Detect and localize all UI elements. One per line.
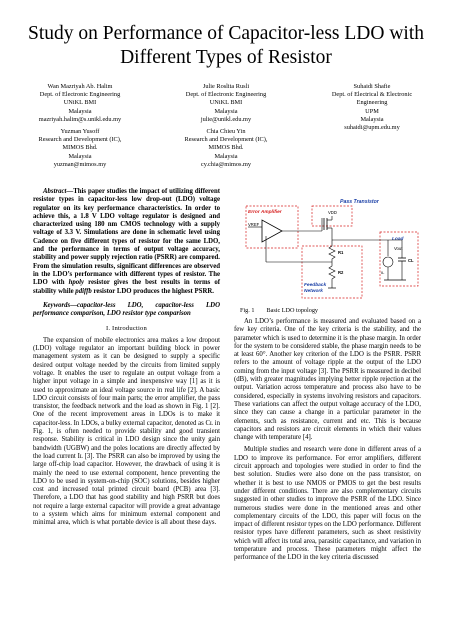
- author-institution: UNiKL BMI: [63, 99, 97, 107]
- author-institution: UNiKL BMI: [209, 99, 243, 107]
- keywords-label: Keywords—: [43, 301, 77, 309]
- label-load: Load: [392, 237, 404, 242]
- figure-caption-number: Fig. 1: [240, 307, 255, 314]
- author-email: suhaidi@upm.edu.my: [344, 124, 400, 132]
- author-email: julie@unikl.edu.my: [200, 115, 252, 123]
- right-paragraph-2: Multiple studies and research were done in different areas of a LDO to improve its performance. For error amplifiers, different circuit approach and topologies were studied in order to find the best solution. Studies were also done on the pass transistor, on whether it is best to use NMOS or PMOS to get the best results under different conditions. There are also complementary circuits suggested in other studies to improve the PSRR of the LDO. Since numerous studies were done in the mentioned areas and other complementary circuits of the LDO, this paper will focus on the impact of different resistor types on the LDO performance. Different resistor types have different parameters, such as sheet resistivity which will affect its total area, parasitic capacitance, and variation in temperature and process. These parameters might affect the performance of the LDO in the key criteria discussed: [234, 446, 421, 562]
- abstract-text-3: resistor LDO produces the highest PSRR.: [91, 287, 214, 295]
- label-il: IL: [381, 270, 385, 275]
- author-name: Wan Mazriyah Ab. Halim: [47, 83, 113, 90]
- abstract: [33, 188, 220, 296]
- author-name: Suhaidi Shafie: [353, 83, 391, 90]
- author-country: Malaysia: [68, 107, 92, 115]
- author-name: Yuzman Yusoff: [60, 128, 100, 135]
- abstract-text-2: resistor gives the best results in terms of stability while: [33, 279, 220, 295]
- resistor-r1: [329, 240, 335, 262]
- label-feedback-line-1: Feedback: [304, 283, 327, 288]
- author-institution: UPM: [365, 107, 379, 115]
- author-block-1: [20, 83, 140, 124]
- paper-title: [24, 22, 428, 70]
- label-r1: R1: [338, 250, 344, 255]
- author-country: Malaysia: [68, 152, 92, 160]
- author-country: Malaysia: [214, 152, 238, 160]
- abstract-italic-hpoly: hpoly: [68, 279, 85, 287]
- label-vref: VREF: [248, 222, 260, 227]
- label-pass-transistor: Pass Transistor: [340, 199, 379, 205]
- author-email: cy.chia@mimos.my: [200, 160, 252, 168]
- author-name: Julie Roslita Rusli: [202, 83, 250, 90]
- abstract-italic-pdiffb: pdiffb: [75, 287, 92, 295]
- author-block-5: [166, 128, 286, 169]
- keywords: [33, 302, 220, 319]
- author-email: mazriyah.halim@s.unikl.edu.my: [38, 115, 122, 123]
- label-vout: Vout: [394, 246, 403, 251]
- right-paragraph-1: An LDO’s performance is measured and evaluated based on a few key criteria. One of the key criteria is the stability, and the parameter which is used to determine it is the phase margin. In order for the system to be considered stable, the phase margin needs to be at least 60°. Another key criterion of the LDO is the PSRR. PSRR refers to the amount of voltage ripple at the output of the LDO coming from the input voltage [3]. The PSRR is measured in decibel (dB), with greater magnitudes implying better ripple rejection at the output. Variation across temperature and process also have to be considered, especially in systems involving resistors and capacitors. These variations can affect the output voltage accuracy of the LDO, since they can cause a change in a particular parameter in the elements, such as resistance, current and etc. This is because capacitors and resistors are circuit elements in which their values change with temperature [4].: [234, 318, 421, 442]
- opamp-symbol: [262, 220, 282, 242]
- label-error-amplifier: Error Amplifier: [248, 210, 282, 215]
- author-block-3: [312, 83, 432, 132]
- keywords-text: capacitor-less LDO, capacitor-less LDO performance comparison, LDO resistor type comparison: [33, 301, 220, 318]
- label-vdd: VDD: [328, 210, 337, 215]
- label-r2: R2: [338, 270, 344, 275]
- author-institution: MIMOS Bhd.: [62, 144, 98, 152]
- author-affiliation: Dept. of Electronic Engineering: [185, 91, 267, 99]
- resistor-r2: [329, 262, 335, 284]
- left-column: [33, 188, 220, 528]
- figure-caption: [240, 307, 318, 314]
- author-institution: MIMOS Bhd.: [208, 144, 244, 152]
- author-affiliation: Research and Development (IC),: [38, 136, 122, 144]
- label-cl: CL: [408, 258, 414, 263]
- author-email: yuzman@mimos.my: [53, 160, 107, 168]
- author-affiliation: Dept. of Electronic Engineering: [39, 91, 121, 99]
- author-affiliation-2: Engineering: [356, 99, 388, 107]
- figure-caption-text: Basic LDO topology: [266, 307, 319, 314]
- intro-paragraph-1: The expansion of mobile electronics area makes a low dropout (LDO) voltage regulator an important building block in power management system as it can be designed to supply a specific desired output voltage needed by the circuits from limited supply voltage. It enables the user to regulate an output voltage from a higher input voltage in a simple and inexpensive way [1] as it is used to approximate an ideal voltage source in real life [2]. A basic LDO circuit consists of four main parts; the error amplifier, the pass transistor, the feedback network and the load as shown in Fig. 1 [2]. One of the recent improvement areas in LDOs is to make it capacitor-less. In LDOs, a bulky external capacitor, denoted as Cʟ in Fig. 1, is often needed to provide stability and good transient response. Stability is critical in LDO design since the unity gain bandwidth (UGBW) and the poles locations are directly affected by the load current Iʟ [3]. The PSRR can also be improved by using the large off-chip load capacitor. However, the drawback of using it is mainly the need to use external component, hence preventing the LDO to be used in system-on-chip (SOC) solutions, besides higher cost and increased total printed circuit board (PCB) area [3]. Therefore, a LDO that has good stability and high PSRR but does not require a large external capacitor will provide a great advantage to a system which aims for minimum external component and minimal area, which is what portable device is all about these days.: [33, 336, 220, 527]
- section-heading-introduction: I. Introduction: [105, 325, 148, 333]
- ldo-topology-figure: [242, 196, 420, 304]
- label-feedback-line-2: Network: [304, 289, 323, 294]
- author-name: Chia Chieu Yin: [206, 128, 246, 135]
- right-column: [234, 318, 421, 563]
- author-affiliation: Dept. of Electrical & Electronic: [331, 91, 413, 99]
- author-country: Malaysia: [360, 115, 384, 123]
- author-affiliation: Research and Development (IC),: [184, 136, 268, 144]
- author-block-4: [20, 128, 140, 169]
- title-line-2: Different Types of Resistor: [120, 47, 332, 68]
- author-block-2: [166, 83, 286, 124]
- current-source-il: [383, 257, 393, 267]
- abstract-label: Abstract: [43, 188, 67, 195]
- abstract-text: —This paper studies the impact of utilizing different resistor types in capacitor-less low drop-out (LDO) voltage regulator on its key performance characteristics. In order to achieve this, a 1.8 V LDO voltage regulator is designed and characterized using 180 nm CMOS technology with a supply voltage of 3.3 V. Simulations are done in schematic level using Cadence on five different types of resistor for the same LDO, and the performance in terms of output voltage accuracy, stability and power supply rejection ratio (PSRR) are compared. From the simulation results, significant differences are observed in the LDO’s performance with different types of resistor. The LDO with: [33, 188, 220, 287]
- title-line-1: Study on Performance of Capacitor-less LDO with: [27, 23, 425, 44]
- author-country: Malaysia: [214, 107, 238, 115]
